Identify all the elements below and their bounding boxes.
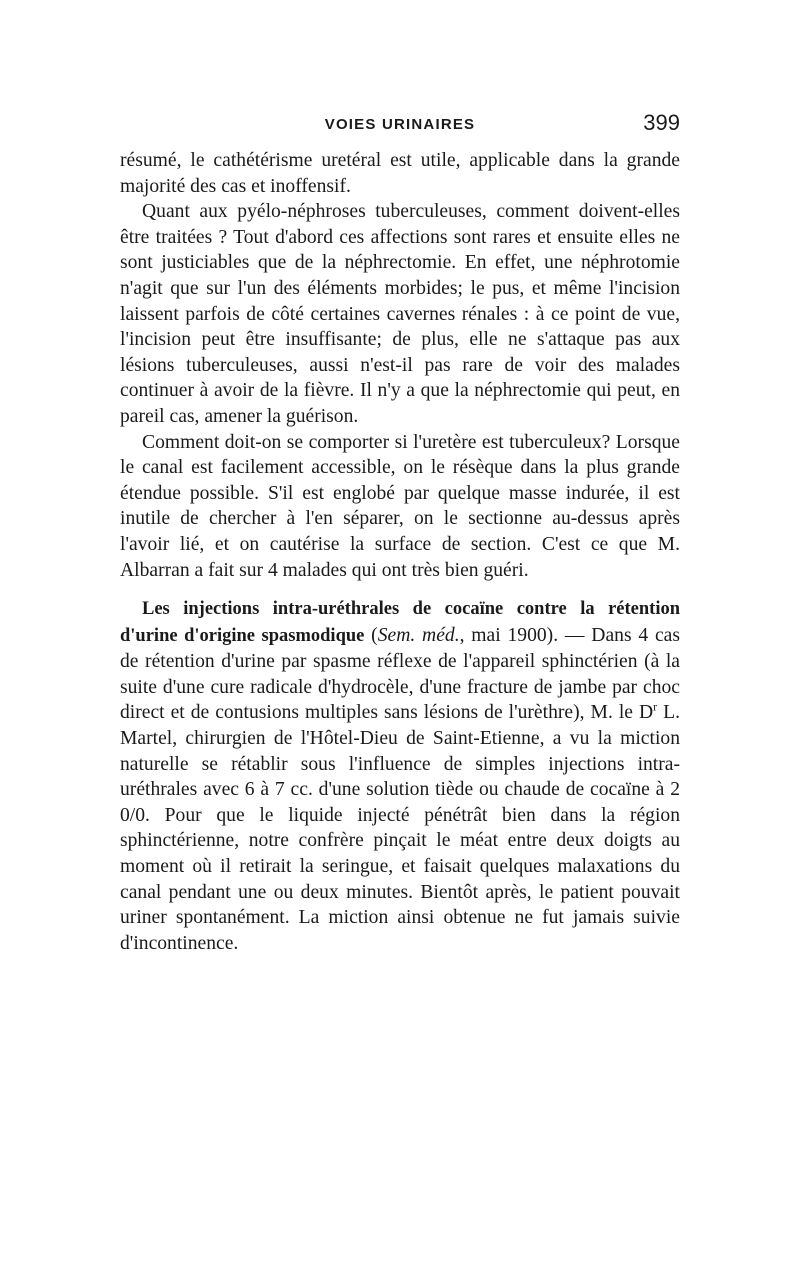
running-title: VOIES URINAIRES	[324, 116, 476, 133]
citation-open: (	[364, 624, 378, 646]
paragraph-uretere: Comment doit-on se comporter si l'uretère est tuberculeux? Lorsque le canal est facilement accessible, on le résèque dans la plus grande étendue possible. S'il est englobé par quelque masse indurée, il est inutile de chercher à l'en séparer, on le sectionne au-dessus après l'avoir lié, et on cautérise la surface de section. C'est ce que M. Albarran a fait sur 4 malades qui ont très bien guéri.	[120, 431, 680, 581]
paragraph-pyelo-nephroses: Quant aux pyélo-néphroses tuberculeuses, comment doivent-elles être traitées ? Tout d'abord ces affections sont rares et ensuite elles ne sont justiciables que de la néphrectomie. En effet, une néphrotomie n'agit que sur l'un des éléments morbides; le pus, et même l'incision laissent parfois de côté certaines cavernes rénales : à ce point de vue, l'incision peut être insuffisante; de plus, elle ne s'attaque pas aux lésions tuberculeuses, aussi n'est-il pas rare de voir des malades continuer à avoir de la fièvre. Il n'y a que la néphrectomie qui peut, en pareil cas, amener la guérison.	[120, 201, 680, 427]
body-text	[120, 148, 680, 956]
doctor-abbrev-sup: r	[653, 699, 658, 714]
running-head	[120, 110, 680, 142]
section-body-start: Dans 4 cas de rétention d'urine par spasme réflexe de l'appareil sphinctérien (à la suite d'une cure radicale d'hydrocèle, d'une fracture de jambe par choc direct et de contusions multiples sans lésions de l'urèthre), M. le D	[120, 624, 680, 724]
section-title: Les injections intra-uréthrales de cocaïne contre la rétention d'urine d'origine spasmodique	[120, 599, 680, 646]
citation-date: , mai 1900). —	[459, 624, 585, 646]
paragraph-continuation: résumé, le cathétérisme uretéral est utile, applicable dans la grande majorité des cas et inoffensif.	[120, 150, 680, 197]
citation-source: Sem. méd.	[377, 624, 460, 646]
page-number: 399	[643, 110, 680, 135]
section-body-end: L. Martel, chirurgien de l'Hôtel-Dieu de Saint-Etienne, a vu la miction naturelle se rétablir sous l'influence de simples injections intra-uréthrales avec 6 à 7 cc. d'une solution tiède ou chaude de cocaïne à 2 0/0. Pour que le liquide injecté pénétrât bien dans la région sphinctérienne, notre confrère pinçait le méat entre deux doigts au moment où il retirait la seringue, et faisait quelques malaxations du canal pendant une ou deux minutes. Bientôt après, le patient pouvait uriner spontanément. La miction ainsi obtenue ne fut jamais suivie d'incontinence.	[120, 702, 681, 954]
section-injections	[120, 596, 680, 956]
